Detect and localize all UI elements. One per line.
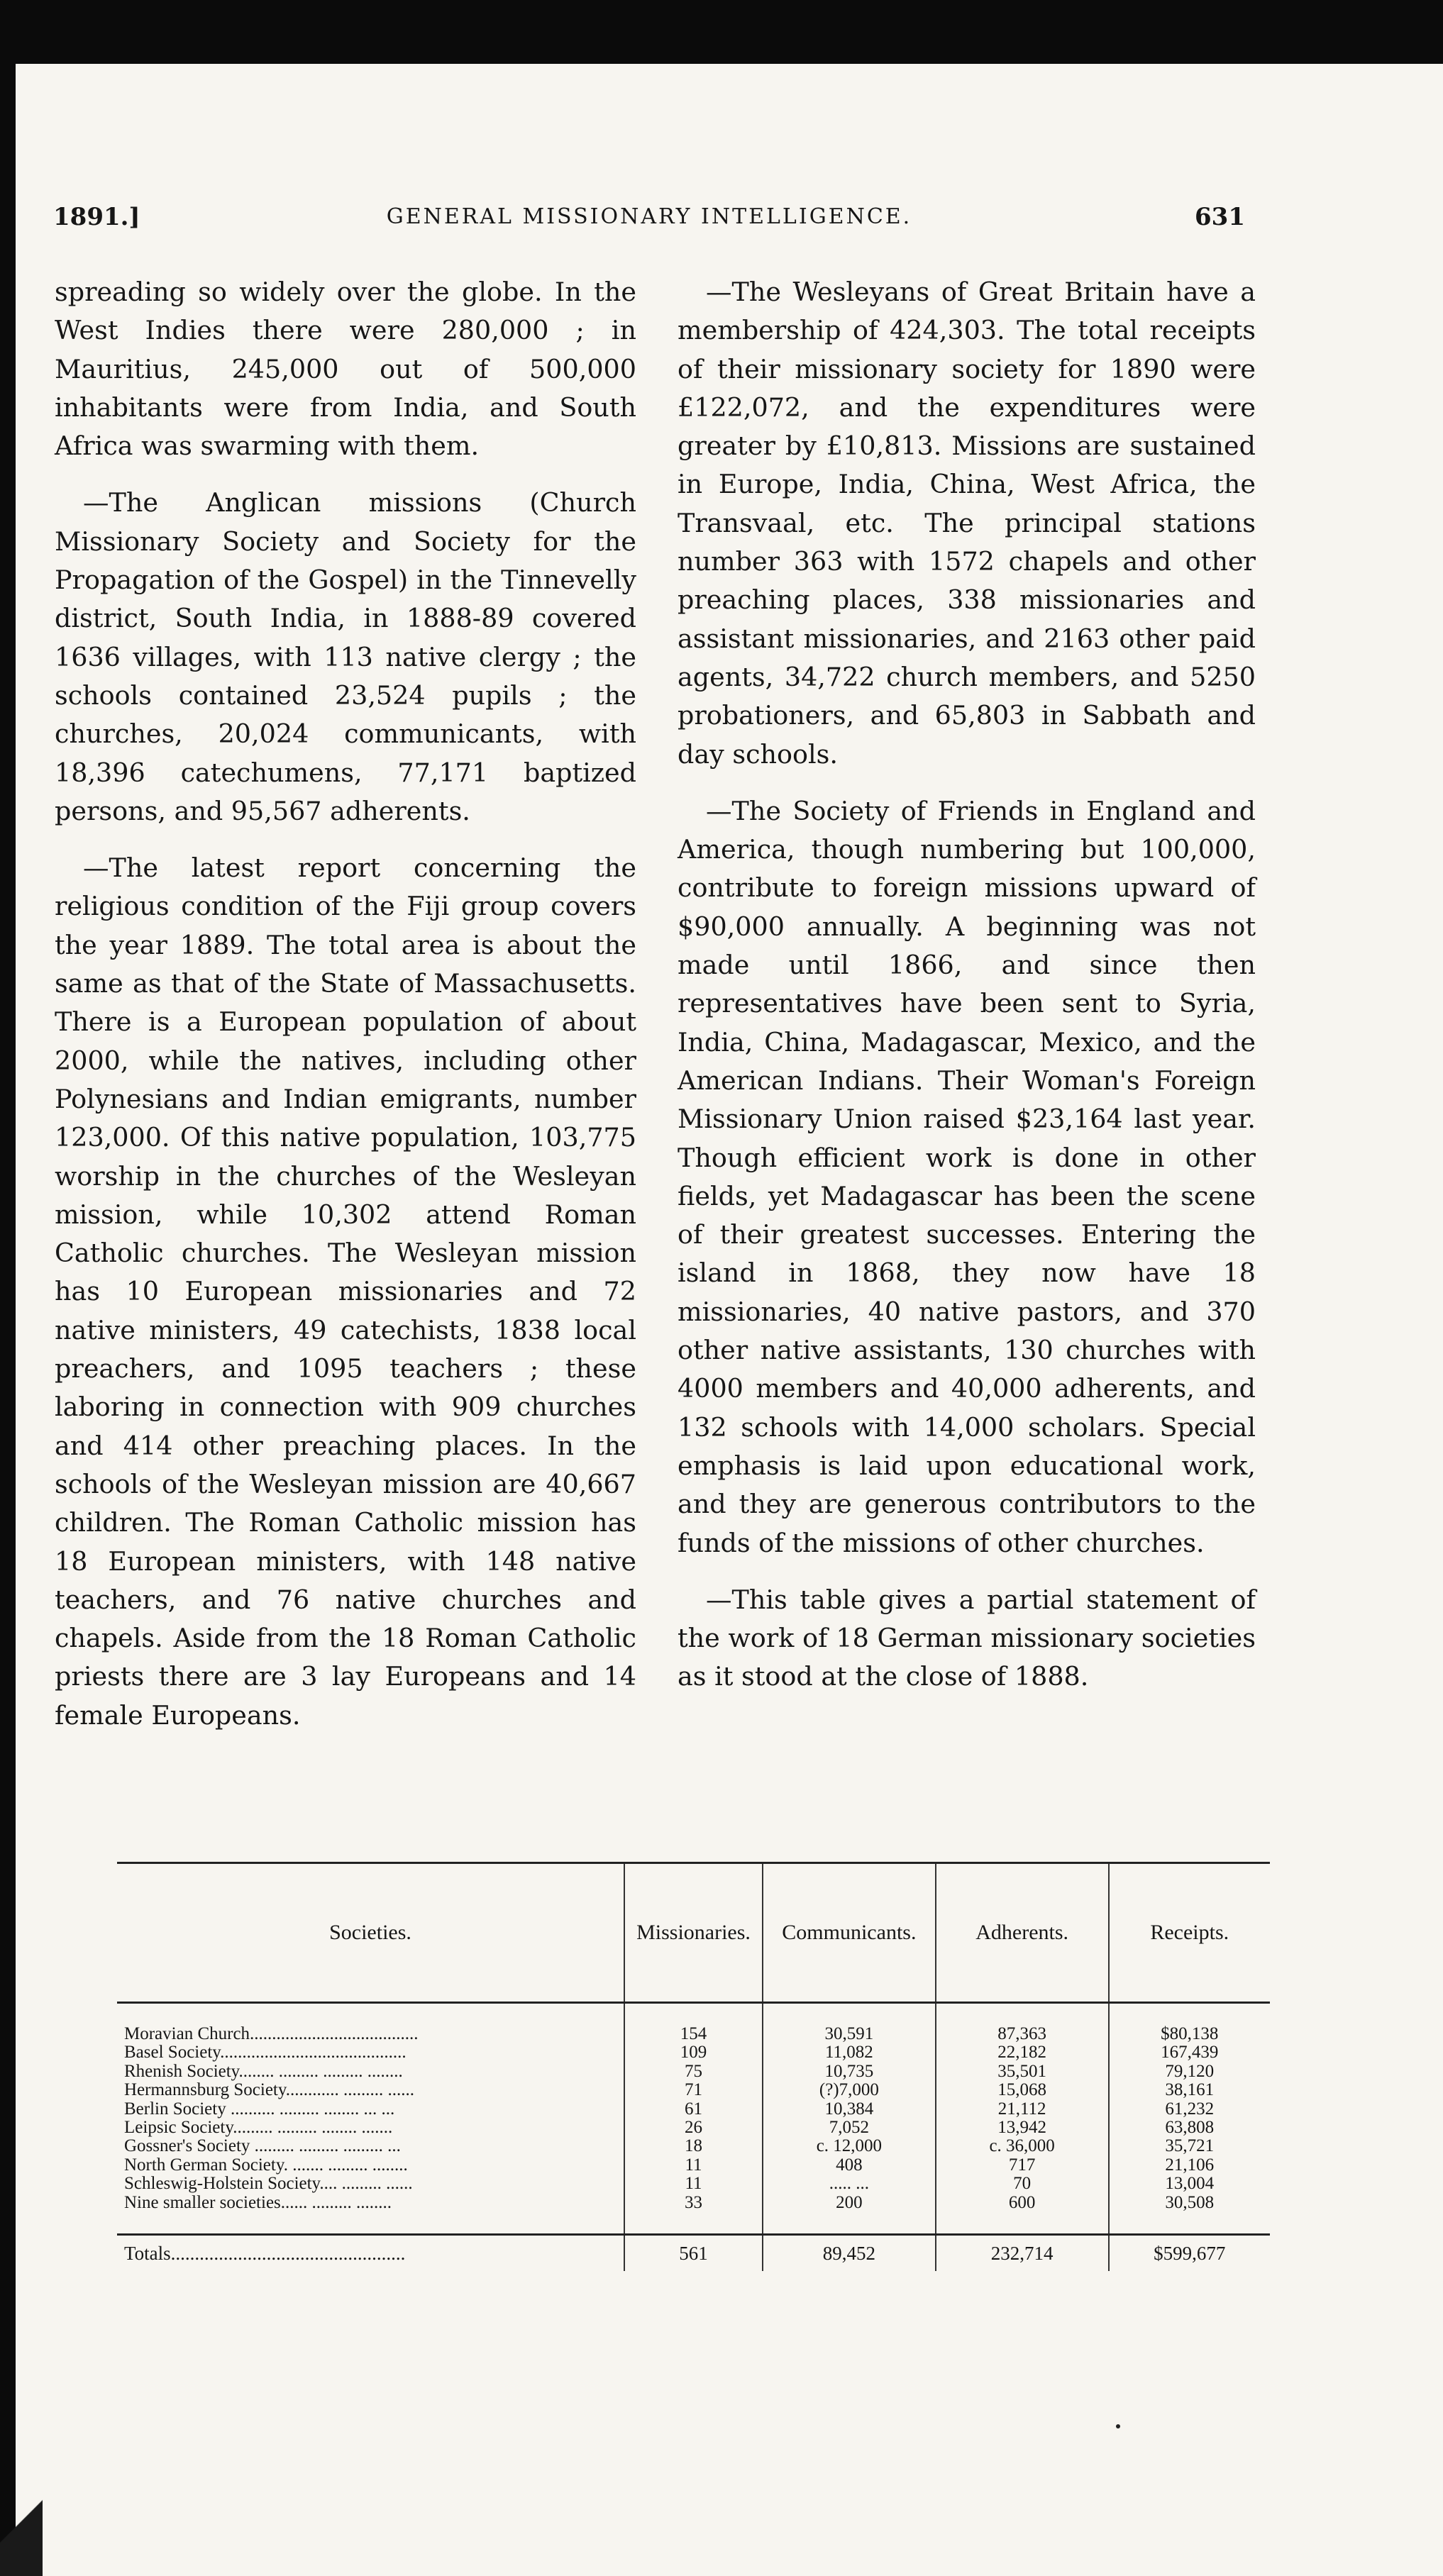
receipts-cell: 38,161 bbox=[1109, 2081, 1271, 2099]
receipts-cell: 61,232 bbox=[1109, 2100, 1271, 2119]
missionaries-cell: 18 bbox=[624, 2137, 763, 2155]
missionaries-cell: 11 bbox=[624, 2156, 763, 2175]
missionaries-cell: 26 bbox=[624, 2119, 763, 2137]
receipts-cell: 167,439 bbox=[1109, 2043, 1271, 2062]
society-name: Schleswig-Holstein Society.... ......... ...... bbox=[124, 2174, 413, 2194]
receipts-cell: 63,808 bbox=[1109, 2119, 1271, 2137]
receipts-cell: 30,508 bbox=[1109, 2194, 1271, 2212]
communicants-cell: 10,735 bbox=[763, 2063, 936, 2081]
col-header-societies: Societies. bbox=[117, 1863, 624, 2003]
col-header-communicants: Communicants. bbox=[763, 1863, 936, 2003]
table-row bbox=[117, 2194, 1270, 2212]
total-communicants: 89,452 bbox=[763, 2235, 936, 2272]
adherents-cell: 70 bbox=[936, 2175, 1109, 2193]
receipts-cell: 35,721 bbox=[1109, 2137, 1271, 2155]
communicants-cell: 30,591 bbox=[763, 2003, 936, 2044]
society-name: Moravian Church...................................... bbox=[124, 2024, 419, 2043]
left-column bbox=[55, 273, 636, 1753]
society-name: Nine smaller societies...... ......... ........ bbox=[124, 2192, 392, 2212]
scan-top-border bbox=[0, 0, 1443, 64]
society-name: Gossner's Society ......... ......... ......... ... bbox=[124, 2136, 401, 2156]
statistics-table bbox=[117, 1862, 1270, 2271]
paragraph: —The Society of Friends in England and America, though numbering but 100,000, contribute to foreign missions upward of $90,000 annually. A beginning was not made until 1866, and since then representatives have been sent to Syria, India, China, Madagascar, Mexico, and the American Indians. Their Woman's Foreign Missionary Union raised $23,164 last year. Though efficient work is done in other fields, yet Madagascar has been the scene of their greatest successes. Entering the island in 1868, they now have 18 missionaries, 40 native pastors, and 370 other native assistants, 130 churches with 4000 members and 40,000 adherents, and 132 schools with 14,000 scholars. Special emphasis is laid upon educational work, and they are generous contributors to the funds of the missions of other churches. bbox=[678, 795, 1256, 1558]
missionaries-cell: 61 bbox=[624, 2100, 763, 2119]
scan-corner-shadow bbox=[0, 2491, 43, 2576]
communicants-cell: 200 bbox=[763, 2194, 936, 2212]
missionaries-cell: 11 bbox=[624, 2175, 763, 2193]
adherents-cell: 600 bbox=[936, 2194, 1109, 2212]
adherents-cell: 13,942 bbox=[936, 2119, 1109, 2137]
table-row bbox=[117, 2081, 1270, 2099]
adherents-cell: 21,112 bbox=[936, 2100, 1109, 2119]
receipts-cell: 79,120 bbox=[1109, 2063, 1271, 2081]
table-row bbox=[117, 2175, 1270, 2193]
table-row bbox=[117, 2100, 1270, 2119]
society-name: North German Society. ....... ......... ........ bbox=[124, 2155, 408, 2175]
running-header bbox=[53, 197, 1245, 240]
communicants-cell: 11,082 bbox=[763, 2043, 936, 2062]
society-name: Rhenish Society........ ......... ......... ........ bbox=[124, 2061, 403, 2081]
communicants-cell: 408 bbox=[763, 2156, 936, 2175]
society-name: Basel Society.......................................... bbox=[124, 2043, 407, 2063]
society-name: Leipsic Society......... ......... ........ ....... bbox=[124, 2118, 393, 2138]
communicants-cell: 7,052 bbox=[763, 2119, 936, 2137]
paragraph: —The latest report concerning the religious condition of the Fiji group covers the year 1889. The total area is about the same as that of the State of Massachusetts. There is a European population of about 2000, while the natives, including other Polynesians and Indian emigrants, number 123,000. Of this native population, 103,775 worship in the churches of the Wesleyan mission, while 10,302 attend Roman Catholic churches. The Wesleyan mission has 10 European missionaries and 72 native ministers, 49 catechists, 1838 local preachers, and 1095 teachers ; these laboring in connection with 909 churches and 414 other preaching places. In the schools of the Wesleyan mission are 40,667 children. The Roman Catholic mission has 18 European ministers, with 148 native teachers, and 76 native churches and chapels. Aside from the 18 Roman Catholic priests there are 3 lay Europeans and 14 female Europeans. bbox=[55, 853, 636, 1731]
totals-row bbox=[117, 2235, 1270, 2272]
right-column bbox=[678, 273, 1256, 1715]
society-name: Hermannsburg Society............ ......... ...... bbox=[124, 2080, 414, 2100]
total-missionaries: 561 bbox=[624, 2235, 763, 2272]
adherents-cell: 22,182 bbox=[936, 2043, 1109, 2062]
adherents-cell: 15,068 bbox=[936, 2081, 1109, 2099]
header-year: 1891.] bbox=[53, 203, 140, 231]
adherents-cell: 717 bbox=[936, 2156, 1109, 2175]
table-spacer bbox=[117, 2212, 1270, 2235]
receipts-cell: $80,138 bbox=[1109, 2003, 1271, 2044]
col-header-missionaries: Missionaries. bbox=[624, 1863, 763, 2003]
col-header-adherents: Adherents. bbox=[936, 1863, 1109, 2003]
german-missions-table bbox=[117, 1862, 1270, 2271]
totals-label: Totals................................................. bbox=[117, 2235, 624, 2272]
paragraph: —The Anglican missions (Church Missionary Society and Society for the Propagation of the Gospel) in the Tinnevelly district, South India, in 1888-89 covered 1636 villages, with 113 native clergy ; the schools contained 23,524 pupils ; the churches, 20,024 communicants, with 18,396 catechumens, 77,171 baptized persons, and 95,567 adherents. bbox=[55, 487, 636, 826]
col-header-receipts: Receipts. bbox=[1109, 1863, 1271, 2003]
society-name: Berlin Society .......... ......... ........ ... ... bbox=[124, 2099, 395, 2119]
missionaries-cell: 33 bbox=[624, 2194, 763, 2212]
total-receipts: $599,677 bbox=[1109, 2235, 1271, 2272]
missionaries-cell: 71 bbox=[624, 2081, 763, 2099]
missionaries-cell: 154 bbox=[624, 2003, 763, 2044]
table-header-row bbox=[117, 1863, 1270, 2003]
table-row bbox=[117, 2119, 1270, 2137]
paragraph: —This table gives a partial statement of the work of 18 German missionary societies as it stood at the close of 1888. bbox=[678, 1584, 1256, 1692]
page-number: 631 bbox=[1195, 203, 1245, 231]
missionaries-cell: 75 bbox=[624, 2063, 763, 2081]
missionaries-cell: 109 bbox=[624, 2043, 763, 2062]
adherents-cell: 87,363 bbox=[936, 2003, 1109, 2044]
receipts-cell: 21,106 bbox=[1109, 2156, 1271, 2175]
communicants-cell: (?)7,000 bbox=[763, 2081, 936, 2099]
table-row bbox=[117, 2156, 1270, 2175]
paragraph: spreading so widely over the globe. In the West Indies there were 280,000 ; in Mauritius, 245,000 out of 500,000 inhabitants were from India, and South Africa was swarming with them. bbox=[55, 277, 636, 462]
scan-left-border bbox=[0, 0, 16, 2576]
header-title: GENERAL MISSIONARY INTELLIGENCE. bbox=[386, 204, 912, 229]
paragraph: —The Wesleyans of Great Britain have a membership of 424,303. The total receipts of their missionary society for 1890 were £122,072, and the expenditures were greater by £10,813. Missions are sustained in Europe, India, China, West Africa, the Transvaal, etc. The principal stations number 363 with 1572 chapels and other preaching places, 338 missionaries and assistant missionaries, and 2163 other paid agents, 34,722 church members, and 5250 probationers, and 65,803 in Sabbath and day schools. bbox=[678, 277, 1256, 770]
table-row bbox=[117, 2043, 1270, 2062]
total-adherents: 232,714 bbox=[936, 2235, 1109, 2272]
communicants-cell: ..... ... bbox=[763, 2175, 936, 2193]
communicants-cell: 10,384 bbox=[763, 2100, 936, 2119]
table-row bbox=[117, 2063, 1270, 2081]
table-row bbox=[117, 2003, 1270, 2044]
adherents-cell: c. 36,000 bbox=[936, 2137, 1109, 2155]
adherents-cell: 35,501 bbox=[936, 2063, 1109, 2081]
receipts-cell: 13,004 bbox=[1109, 2175, 1271, 2193]
table-row bbox=[117, 2137, 1270, 2155]
communicants-cell: c. 12,000 bbox=[763, 2137, 936, 2155]
ink-speck bbox=[1116, 2424, 1120, 2428]
